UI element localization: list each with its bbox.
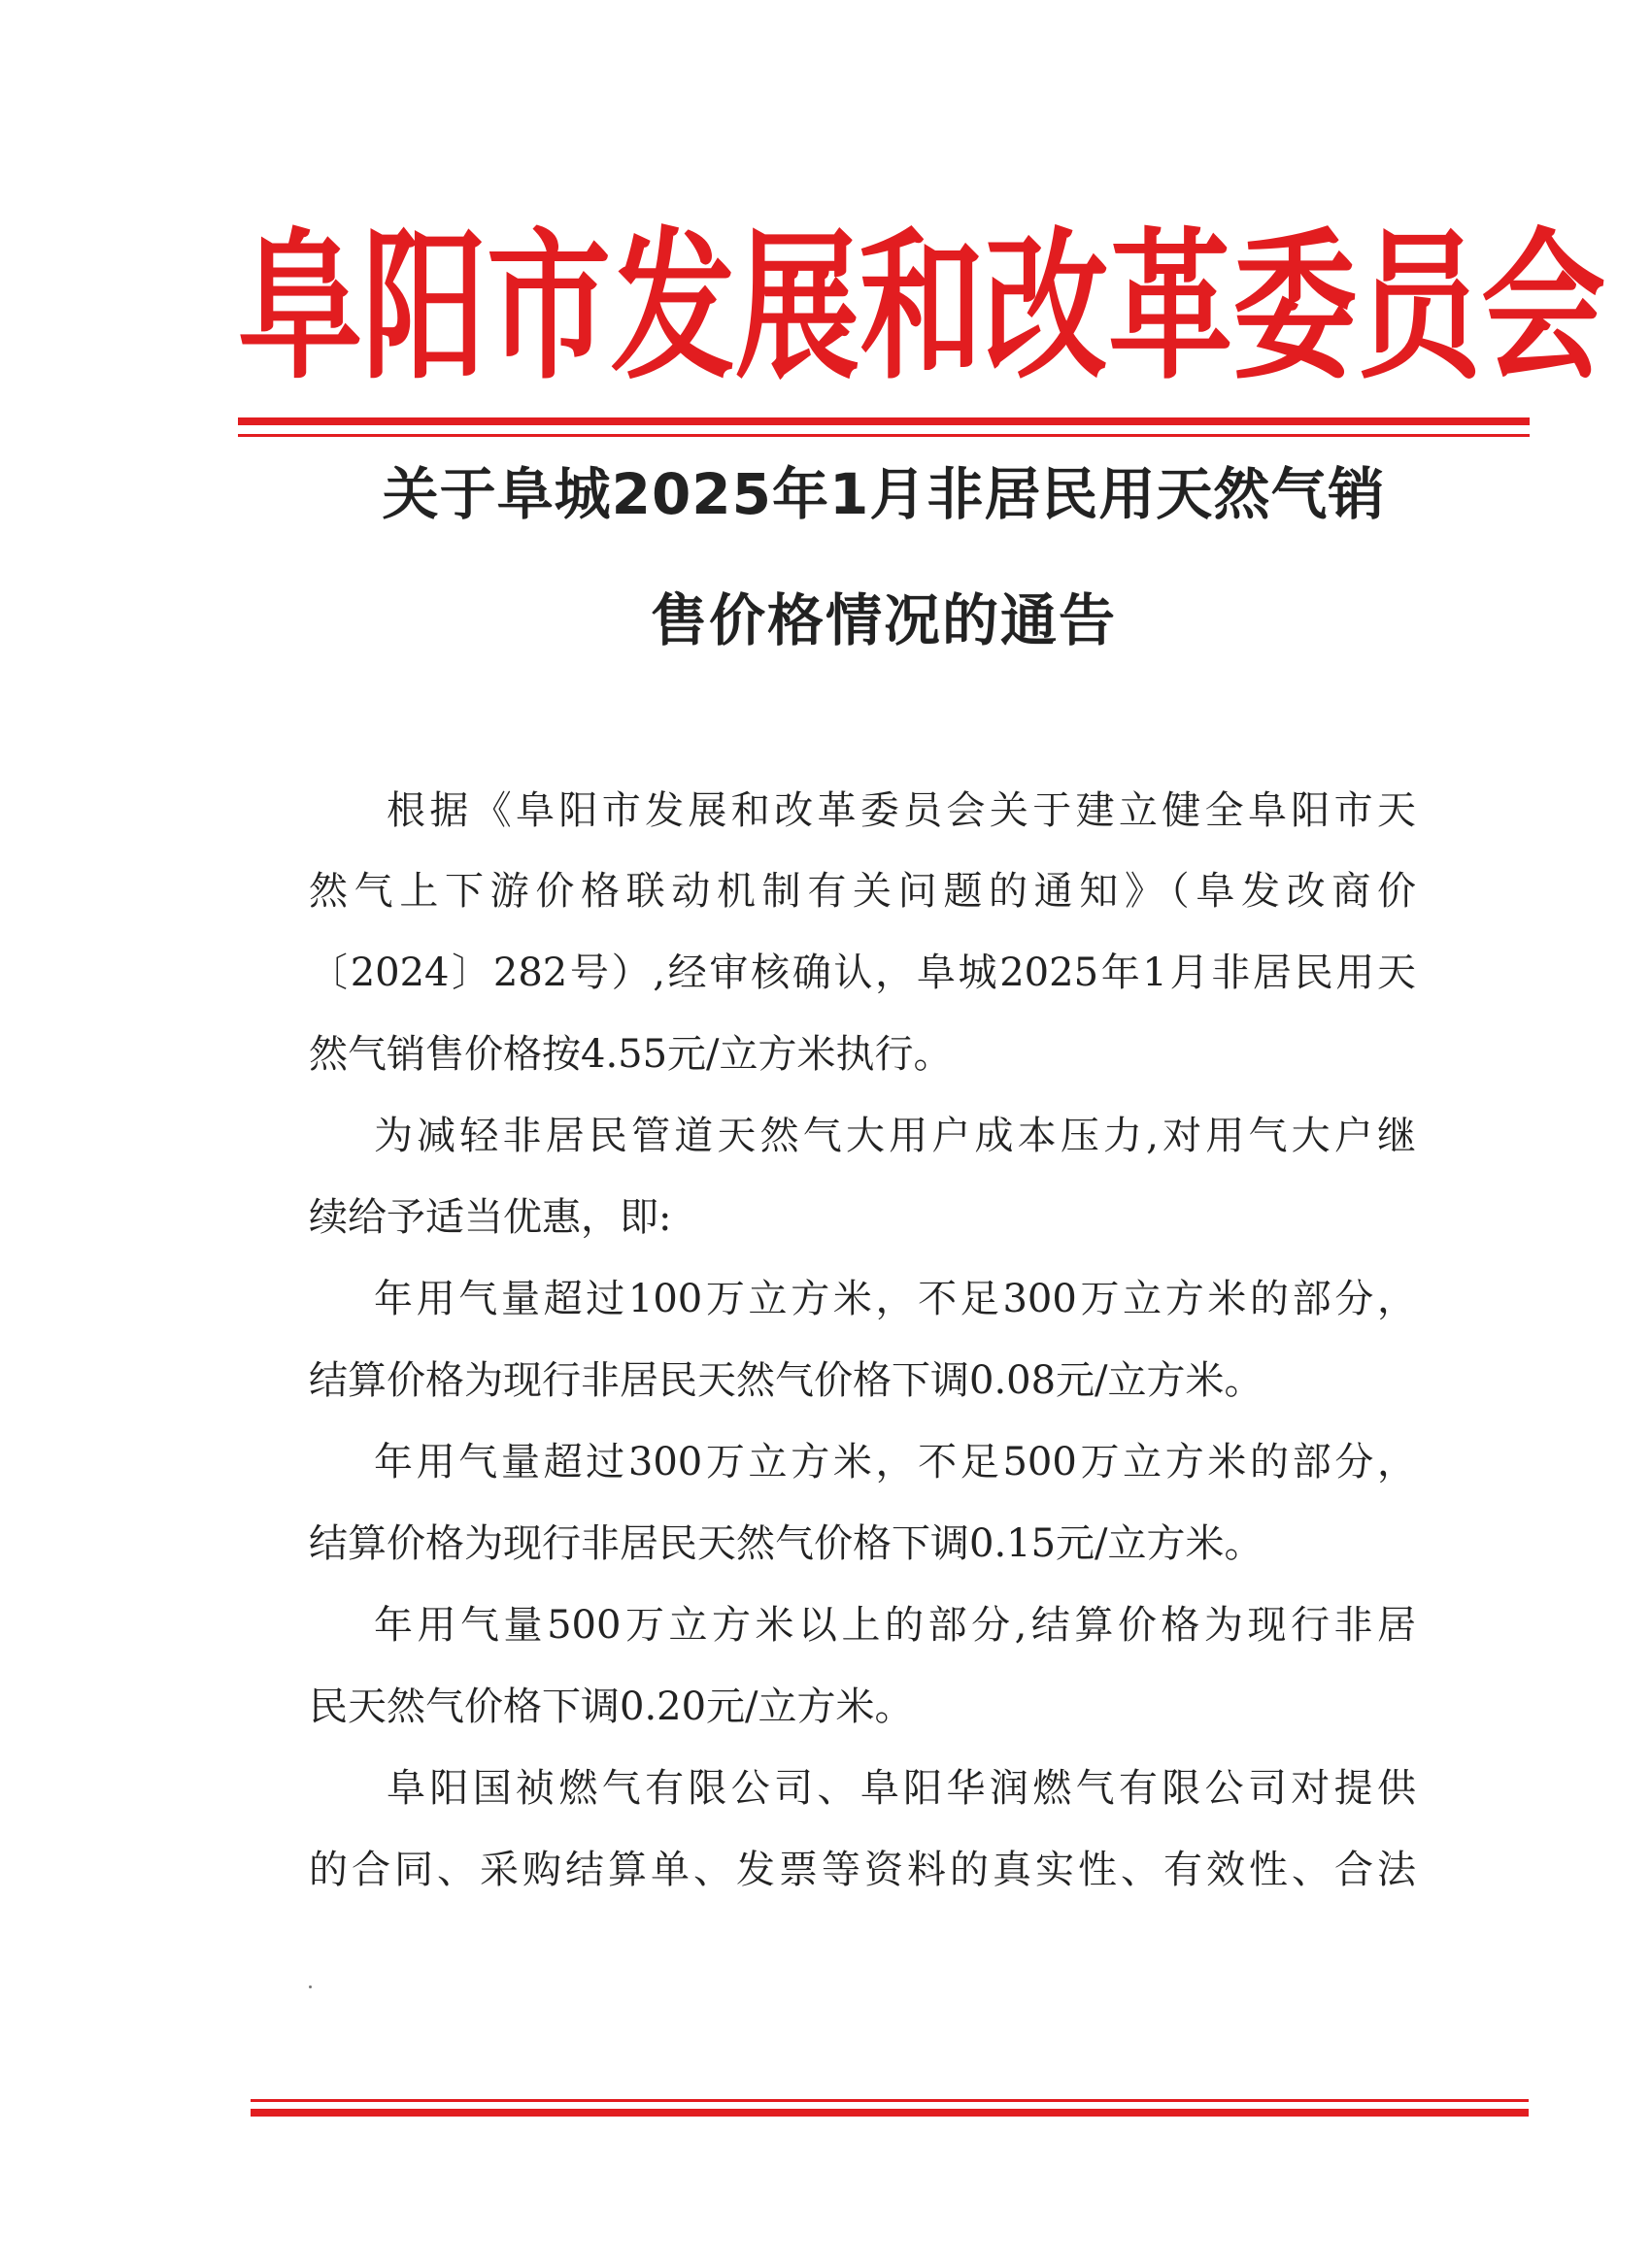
footer-rule-thick [251,2109,1529,2117]
masthead-char: 委 [1232,214,1358,403]
body-line: 阜阳国祯燃气有限公司、阜阳华润燃气有限公司对提供 [387,1766,1416,1811]
body-line: 根据《阜阳市发展和改革委员会关于建立健全阜阳市天 [387,788,1416,833]
body-line: 为减轻非居民管道天然气大用户成本压力,对用气大户继 [374,1114,1416,1158]
body-line: 结算价格为现行非居民天然气价格下调0.08元/立方米。 [309,1358,1264,1403]
body-line: 年用气量500万立方米以上的部分,结算价格为现行非居 [374,1603,1416,1648]
body-line: 年用气量超过100万立方米，不足300万立方米的部分， [374,1277,1416,1321]
masthead-char: 改 [984,214,1109,403]
masthead-char: 革 [1108,214,1233,403]
issuer-masthead [238,214,1606,403]
masthead-char: 和 [859,214,985,403]
body-line: 结算价格为现行非居民天然气价格下调0.15元/立方米。 [309,1521,1264,1566]
header-rule-thick [238,417,1530,425]
body-line: 的合同、采购结算单、发票等资料的真实性、有效性、合法 [309,1848,1416,1892]
masthead-char: 阜 [238,214,363,403]
masthead-char: 展 [735,214,860,403]
footer-rule-thin [251,2099,1529,2102]
body-line: 年用气量超过300万立方米，不足500万立方米的部分， [374,1440,1416,1484]
body-line: 然气上下游价格联动机制有关问题的通知》（阜发改商价 [309,869,1416,914]
masthead-char: 阳 [362,214,488,403]
masthead-char: 员 [1357,214,1482,403]
scan-speck [309,1985,312,1988]
body-line: 然气销售价格按4.55元/立方米执行。 [309,1032,953,1077]
document-title-line-1: 关于阜城2025年1月非居民用天然气销 [382,461,1386,527]
header-rule-thin [238,434,1530,437]
document-title-line-2: 售价格情况的通告 [650,587,1117,653]
masthead-char: 会 [1481,214,1606,403]
body-line: 民天然气价格下调0.20元/立方米。 [309,1684,914,1729]
masthead-char: 市 [487,214,612,403]
body-line: 〔2024〕282号）,经审核确认，阜城2025年1月非居民用天 [309,951,1416,995]
masthead-char: 发 [611,214,736,403]
body-line: 续给予适当优惠，即: [309,1195,672,1240]
